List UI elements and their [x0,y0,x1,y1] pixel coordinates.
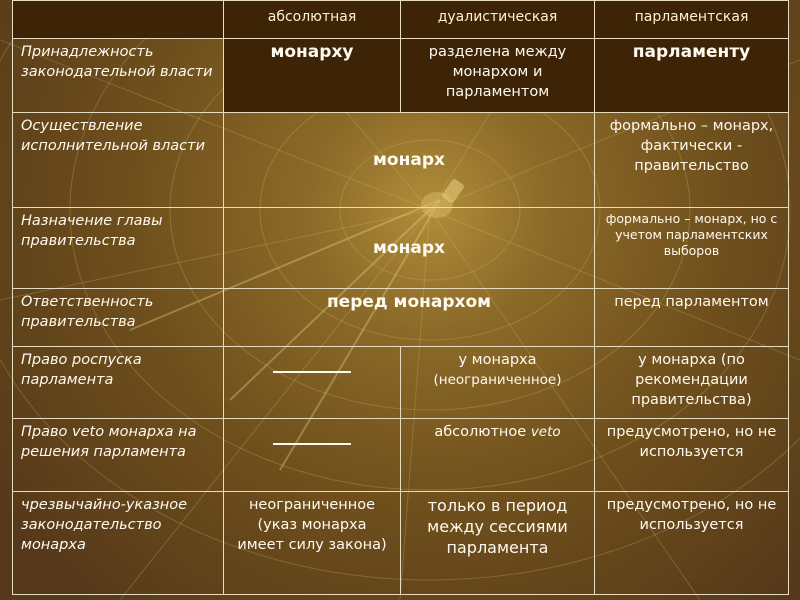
cell-parliamentary: парламенту [595,39,789,113]
cell-merged-absolute-dualistic: монарх [224,208,595,289]
cell-absolute: монарху [224,39,401,113]
header-corner-cell [13,1,224,39]
cell-parliamentary: формально – монарх, фактически - правительство [595,113,789,208]
dash-line [273,443,351,445]
row-label: Назначение главы правительства [13,208,224,289]
row-label: Ответственность правительства [13,289,224,347]
cell-dualistic [401,347,595,419]
row-label: Принадлежность законодательной власти [13,39,224,113]
row-label: чрезвычайно-указное законодательство монарха [13,492,224,595]
monarchy-comparison-table [12,0,789,595]
cell-merged-absolute-dualistic: перед монархом [224,289,595,347]
header-parliamentary: парламентская [595,1,789,39]
cell-parliamentary: формально – монарх, но с учетом парламентских выборов [595,208,789,289]
cell-dualistic [401,419,595,492]
header-dualistic: дуалистическая [401,1,595,39]
row-label: Право роспуска парламента [13,347,224,419]
cell-dualistic: разделена между монархом и парламентом [401,39,595,113]
cell-dualistic-main: у монарха [458,352,537,368]
cell-dualistic: только в период между сессиями парламента [401,492,595,595]
cell-absolute [224,347,401,419]
row-label: Осуществление исполнительной власти [13,113,224,208]
row-label: Право veto монарха на решения парламента [13,419,224,492]
cell-parliamentary: предусмотрено, но не используется [595,419,789,492]
cell-dualistic-main: абсолютное [434,424,527,440]
dash-line [273,371,351,373]
cell-merged-absolute-dualistic: монарх [224,113,595,208]
cell-dualistic-sub: veto [530,424,561,440]
cell-absolute [224,419,401,492]
cell-absolute: неограниченное (указ монарха имеет силу закона) [224,492,401,595]
cell-parliamentary: перед парламентом [595,289,789,347]
cell-dualistic-sub: (неограниченное) [433,372,562,388]
header-absolute: абсолютная [224,1,401,39]
cell-parliamentary: предусмотрено, но не используется [595,492,789,595]
cell-parliamentary: у монарха (по рекомендации правительства) [595,347,789,419]
